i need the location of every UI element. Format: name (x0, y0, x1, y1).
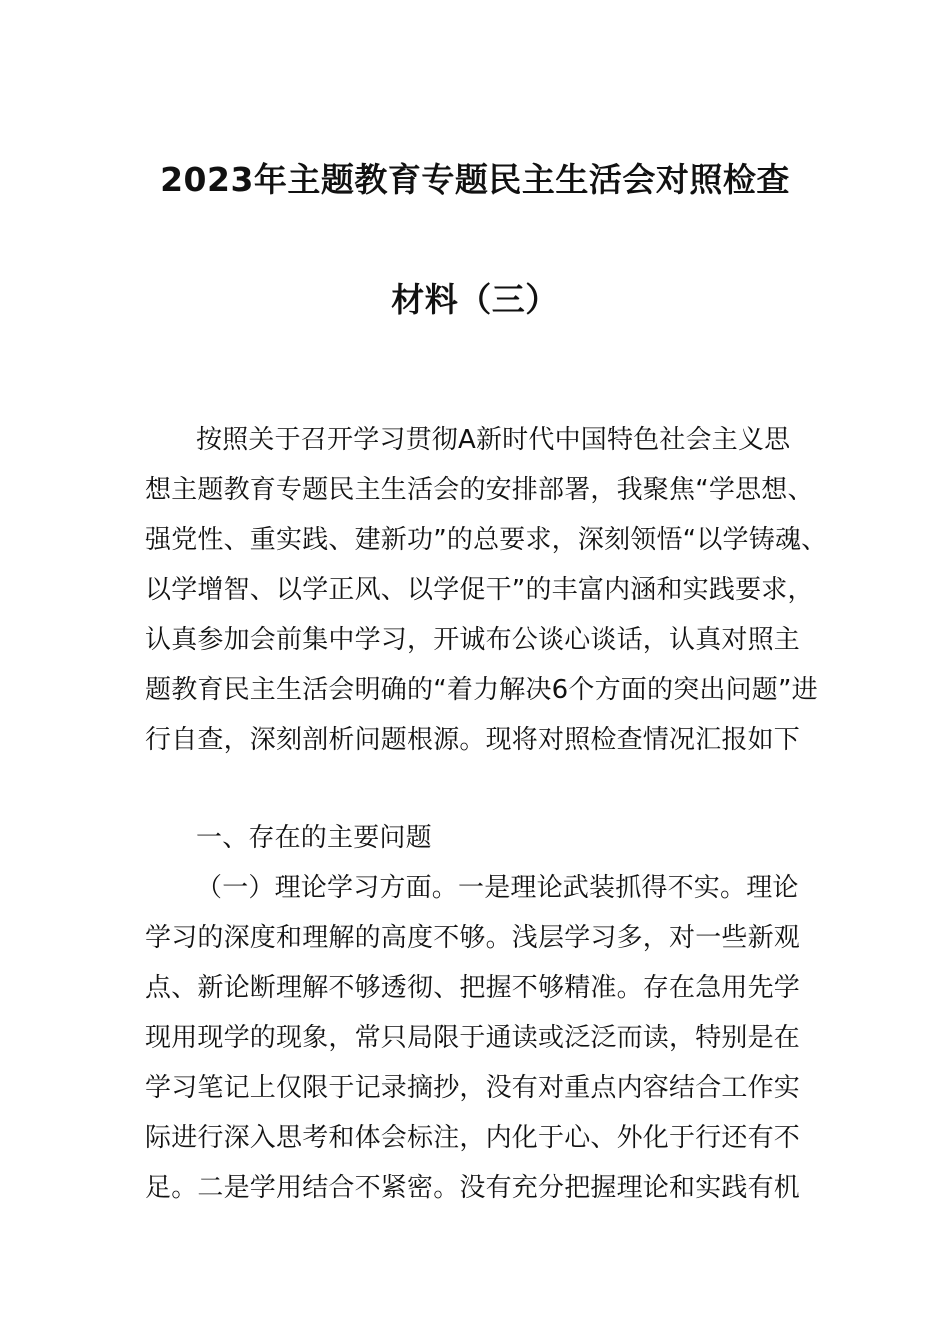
section-heading: 一、存在的主要问题 (196, 823, 432, 853)
paragraph-line: 按照关于召开学习贯彻A新时代中国特色社会主义思 (196, 425, 791, 455)
paragraph-line: 强党性、重实践、建新功”的总要求，深刻领悟“以学铸魂、 (145, 525, 828, 555)
paragraph-line: 题教育民主生活会明确的“着力解决6个方面的突出问题”进 (145, 675, 818, 705)
document-title-line-2: 材料（三） (391, 280, 559, 319)
document-title-line-1: 2023年主题教育专题民主生活会对照检查 (160, 160, 790, 199)
paragraph-line: 以学增智、以学正风、以学促干”的丰富内涵和实践要求， (145, 575, 814, 605)
paragraph-line: （一）理论学习方面。一是理论武装抓得不实。理论 (196, 873, 799, 903)
paragraph-line: 点、新论断理解不够透彻、把握不够精准。存在急用先学 (145, 973, 801, 1003)
paragraph-line: 认真参加会前集中学习，开诚布公谈心谈话，认真对照主 (145, 625, 801, 655)
paragraph-line: 想主题教育专题民主生活会的安排部署，我聚焦“学思想、 (145, 475, 814, 505)
paragraph-line: 行自查，深刻剖析问题根源。现将对照检查情况汇报如下 (145, 725, 801, 755)
paragraph-line: 现用现学的现象，常只局限于通读或泛泛而读，特别是在 (145, 1023, 801, 1053)
paragraph-line: 足。二是学用结合不紧密。没有充分把握理论和实践有机 (145, 1173, 801, 1203)
paragraph-line: 学习的深度和理解的高度不够。浅层学习多，对一些新观 (145, 923, 801, 953)
paragraph-line: 学习笔记上仅限于记录摘抄，没有对重点内容结合工作实 (145, 1073, 801, 1103)
paragraph-line: 际进行深入思考和体会标注，内化于心、外化于行还有不 (145, 1123, 801, 1153)
